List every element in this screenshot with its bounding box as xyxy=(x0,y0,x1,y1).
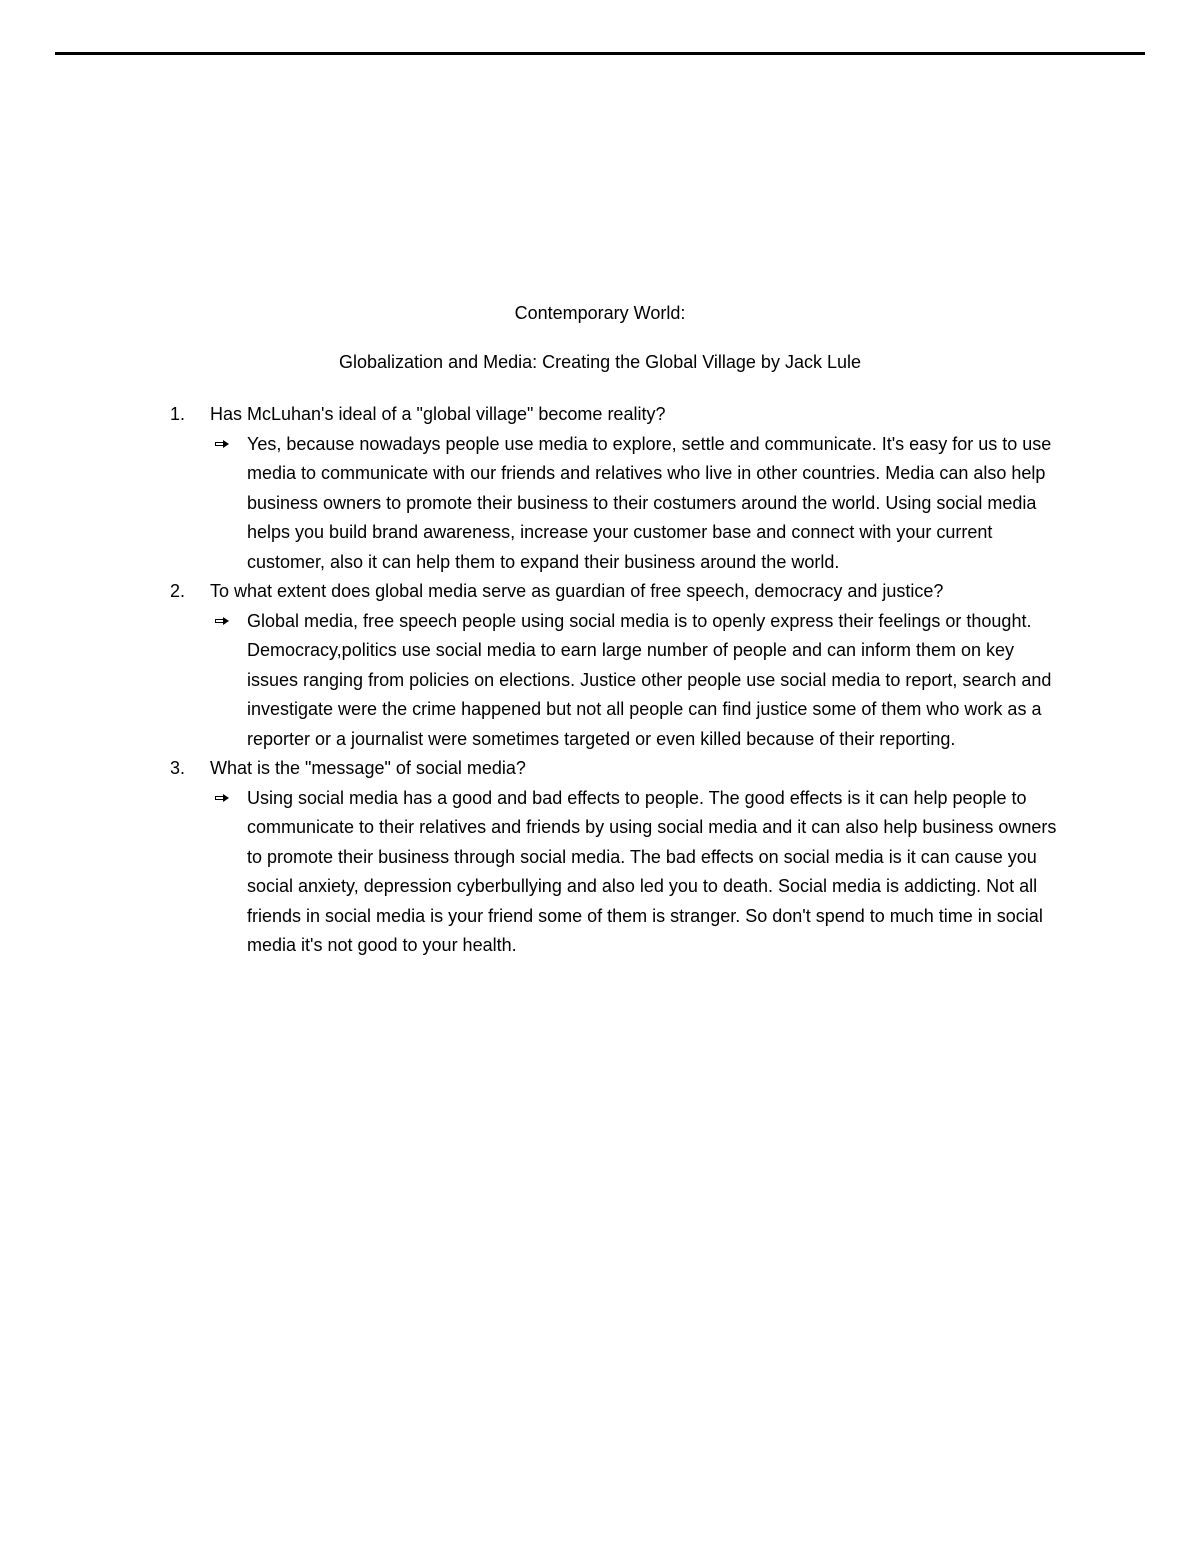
answer-block xyxy=(170,784,1070,961)
question-item xyxy=(170,577,1070,754)
document-subtitle: Globalization and Media: Creating the Global Village by Jack Lule xyxy=(339,352,861,372)
question-item xyxy=(170,400,1070,577)
answer-text: Using social media has a good and bad effects to people. The good effects is it can help people to communicate to their relatives and friends by using social media and it can also help business owners to promote their business through social media. The bad effects on social media is it can cause you social anxiety, depression cyberbullying and also led you to death. Social media is addicting. Not all friends in social media is your friend some of them is stranger. So don't spend to much time in social media it's not good to your health. xyxy=(247,787,1057,955)
document-title: Contemporary World: xyxy=(514,303,686,323)
question-row xyxy=(170,400,1070,430)
question-number: 1. xyxy=(170,404,186,424)
answer-block xyxy=(170,607,1070,755)
question-text: What is the "message" of social media? xyxy=(210,758,526,778)
question-text: To what extent does global media serve as guardian of free speech, democracy and justice? xyxy=(210,581,944,601)
question-text: Has McLuhan's ideal of a "global village" become reality? xyxy=(210,404,666,424)
arrow-bullet-icon xyxy=(214,430,234,460)
question-item xyxy=(170,754,1070,961)
answer-text: Yes, because nowadays people use media to explore, settle and communicate. It's easy for us to use media to communicate with our friends and relatives who live in other countries. Media can also help business owners to promote their business to their costumers around the world. Using social media helps you build brand awareness, increase your customer base and connect with your current customer, also it can help them to expand their business around the world. xyxy=(247,433,1052,572)
question-row xyxy=(170,577,1070,607)
question-number: 3. xyxy=(170,758,186,778)
answer-block xyxy=(170,430,1070,578)
question-number: 2. xyxy=(170,581,186,601)
arrow-bullet-icon xyxy=(214,607,234,637)
question-row xyxy=(170,754,1070,784)
answer-text: Global media, free speech people using social media is to openly express their feelings or thought. Democracy,politics use social media to earn large number of people and can inform them on key issues ranging from policies on elections. Justice other people use social media to report, search and investigate were the crime happened but not all people can find justice some of them who work as a reporter or a journalist were sometimes targeted or even killed because of their reporting. xyxy=(247,610,1052,749)
question-list xyxy=(170,400,1070,961)
arrow-bullet-icon xyxy=(214,784,234,814)
header-rule xyxy=(55,52,1145,55)
